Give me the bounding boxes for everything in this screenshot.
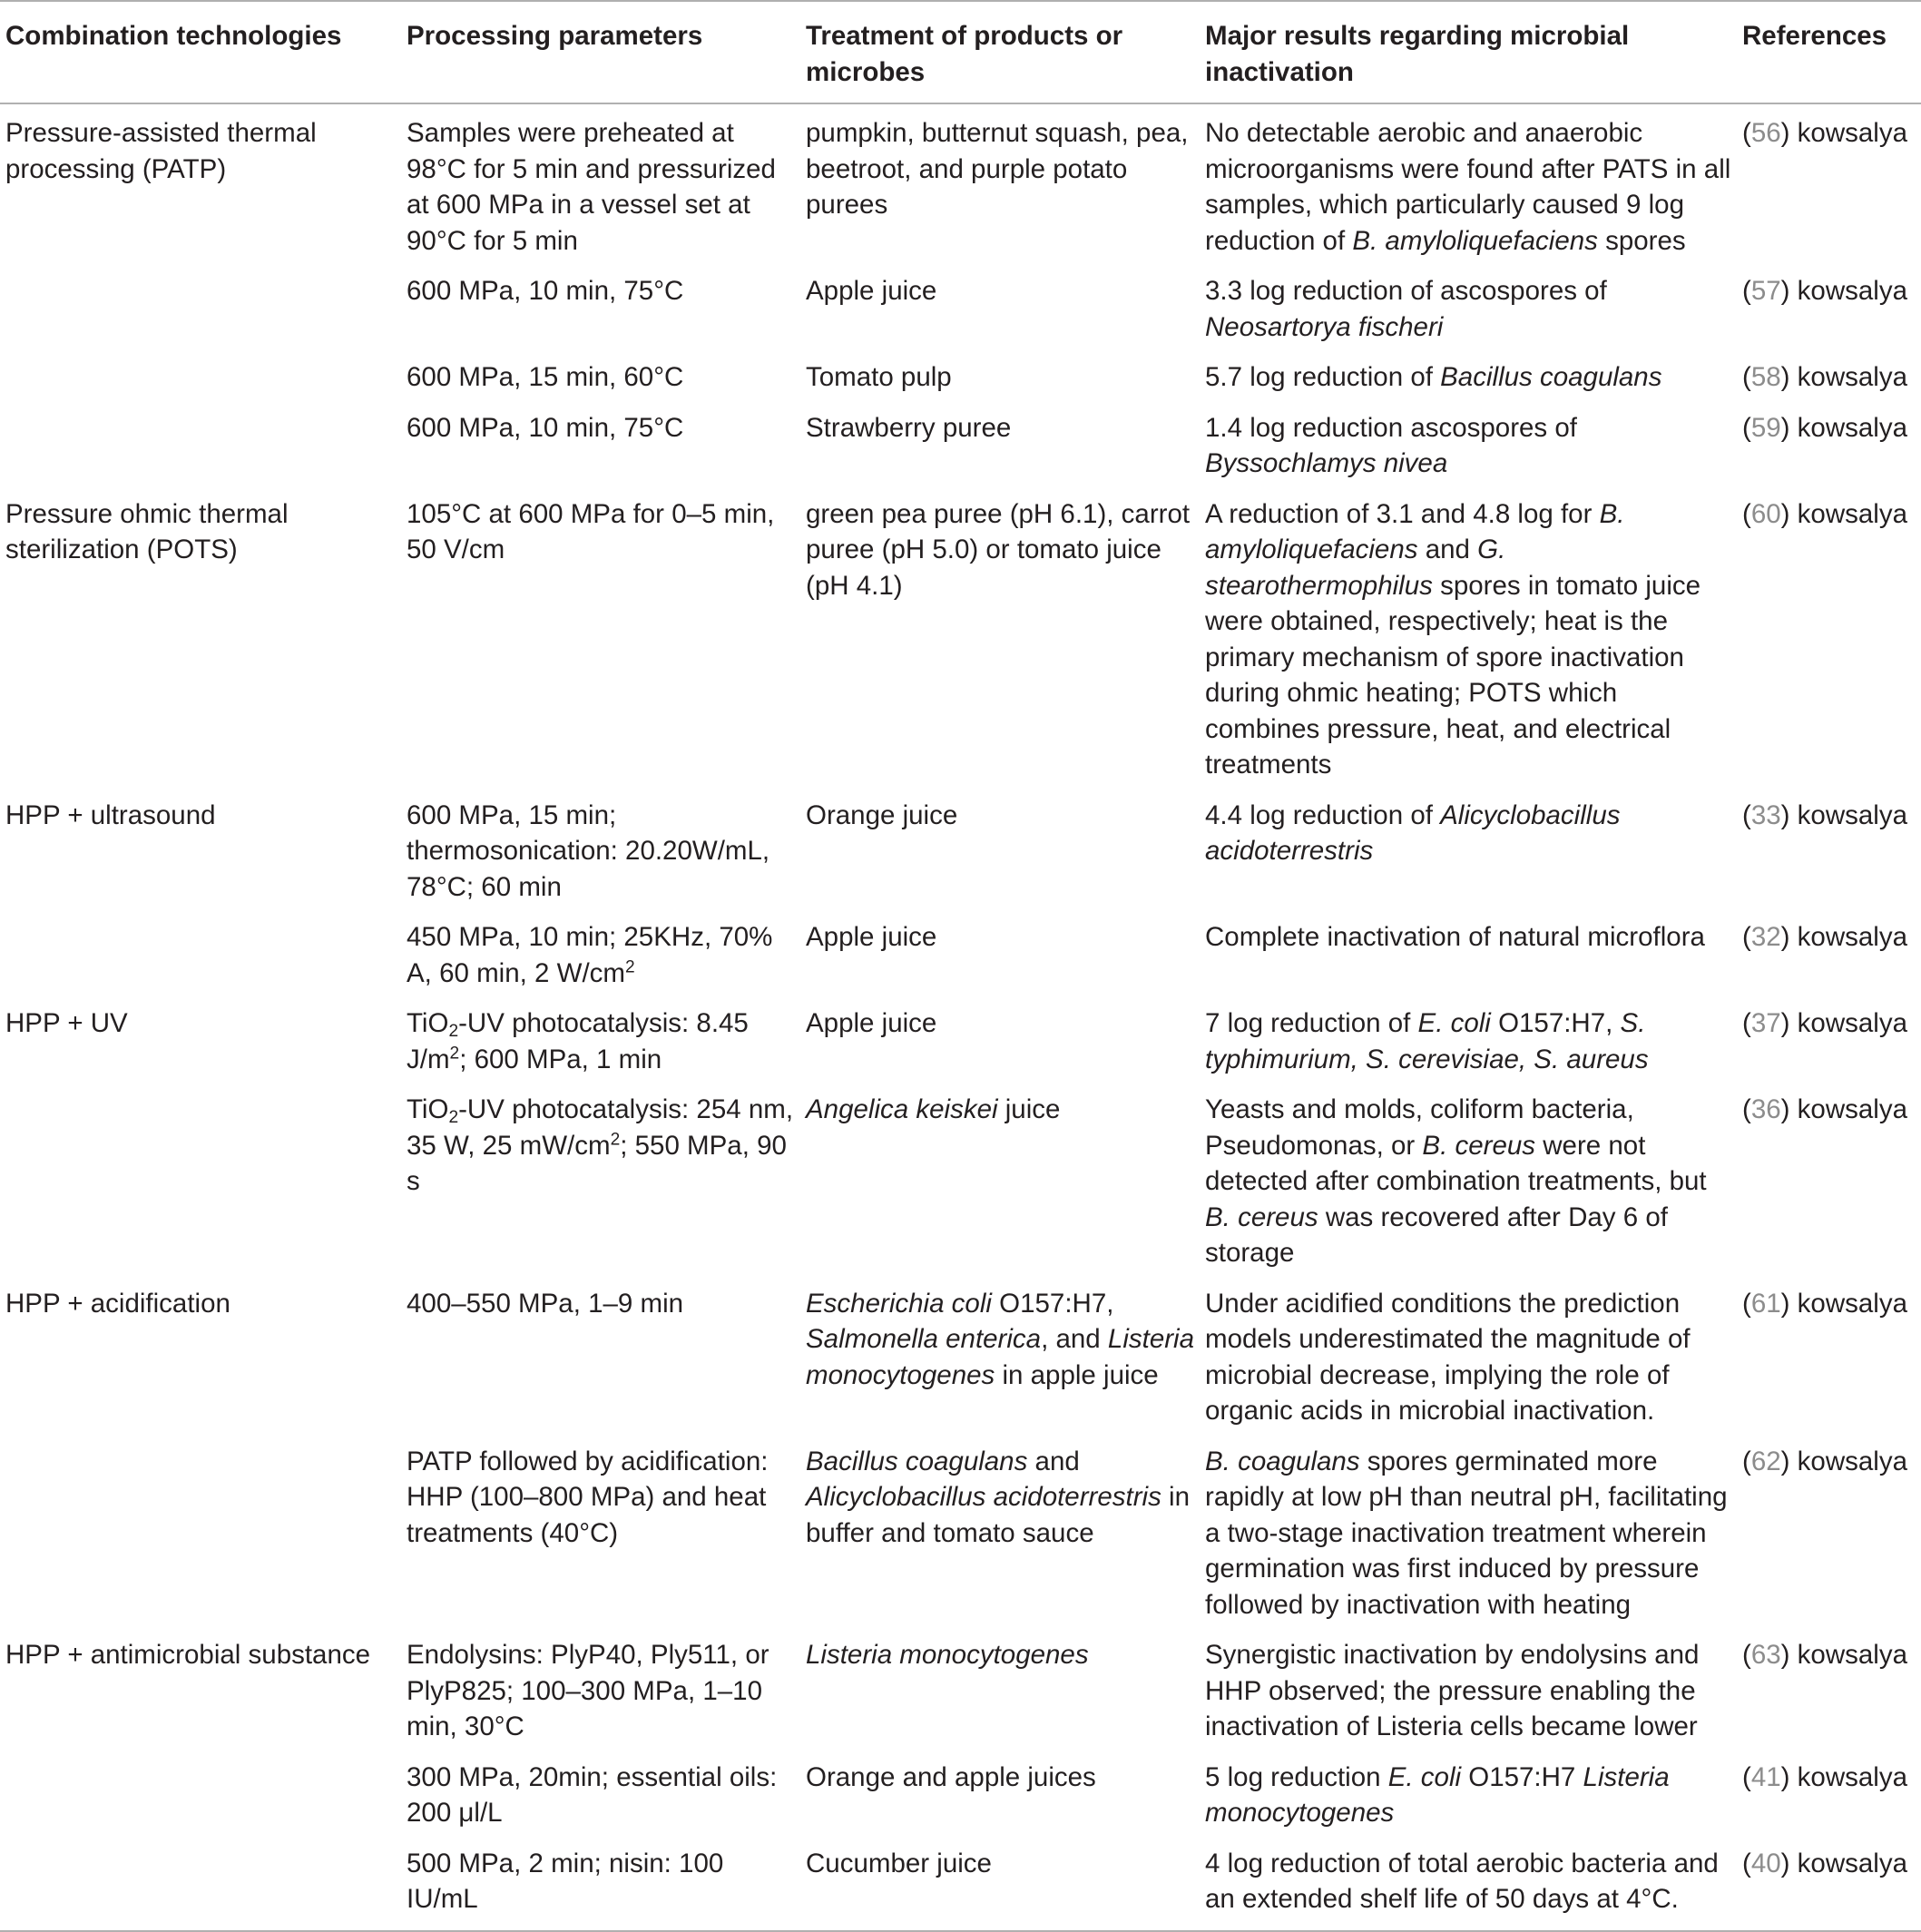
cell-parameters: TiO$_2$-UV photocatalysis: 8.45 $J/m^2$; 600 MPa, 1 min [407,1008,749,1074]
cell-treatment: Tomato pulp [806,362,952,392]
cell-reference: (40) kowsalya [1737,1839,1921,1931]
cell-treatment: Orange and apple juices [806,1761,1096,1792]
cell-reference: (59) kowsalya [1742,412,1908,443]
cell-technology [0,1839,401,1931]
cell-parameters: 105°C at 600 MPa for 0–5 min, 50 V/cm [407,498,775,564]
cell-treatment: Apple juice [806,1008,937,1038]
cell-reference: (57) kowsalya [1742,276,1908,306]
cell-parameters: 450 MPa, 10 min; 25KHz, 70% A, 60 min, 2 $W/cm^2$ [407,922,773,988]
cell-treatment: Orange juice [806,799,958,830]
cell-parameters: Samples were preheated at 98°C for 5 min and pressurized at 600 MPa in a vessel set at 90°C for 5 min [407,118,776,256]
table-row [0,912,1921,998]
table-row [0,1752,1921,1839]
reference-link[interactable]: 37 [1750,1008,1781,1038]
cell-results: Under acidified conditions the prediction models underestimated the magnitude of microbial decrease, implying the role of organic acids in microbial inactivation. [1205,1288,1691,1426]
table-row [0,1839,1921,1931]
reference-link[interactable]: 59 [1750,412,1781,443]
cell-reference: (33) kowsalya [1742,799,1908,830]
reference-link[interactable]: 36 [1750,1094,1781,1124]
cell-technology [0,1084,401,1279]
reference-link[interactable]: 63 [1750,1640,1781,1670]
table-row [0,266,1921,352]
cell-technology: HPP + ultrasound [5,799,216,830]
cell-parameters: 600 MPa, 10 min, 75°C [407,412,684,443]
cell-results: B. coagulans spores germinated more rapidly at low pH than neutral pH, facilitating a two-stage inactivation treatment wherein germination was first induced by pressure followed by inactivation with heating [1205,1446,1728,1620]
cell-results: Synergistic inactivation by endolysins and HHP observed; the pressure enabling the inactivation of Listeria cells became lower [1205,1640,1700,1741]
table-row [0,352,1921,403]
reference-link[interactable]: 41 [1750,1761,1781,1792]
cell-reference: (61) kowsalya [1742,1288,1908,1319]
cell-reference: (62) kowsalya [1742,1446,1908,1476]
table-row [0,1084,1921,1279]
cell-reference: (37) kowsalya [1742,1008,1908,1038]
reference-link[interactable]: 57 [1750,276,1781,306]
cell-technology: HPP + UV [5,1008,128,1038]
table-row [0,1437,1921,1631]
cell-treatment: pumpkin, butternut squash, pea, beetroot, and purple potato purees [806,118,1189,220]
cell-reference: (63) kowsalya [1742,1640,1908,1670]
cell-parameters: PATP followed by acidification: HHP (100–800 MPa) and heat treatments (40°C) [407,1446,769,1548]
table-row [0,103,1921,266]
cell-results: A reduction of 3.1 and 4.8 log for B. amyloliquefaciens and G. stearothermophilus spores in tomato juice were obtained, respectively; heat is the primary mechanism of spore inactivation during ohmic heating; POTS which combines pressure, heat, and electrical treatments [1205,498,1701,780]
cell-reference: (41) kowsalya [1742,1761,1908,1792]
reference-link[interactable]: 58 [1750,362,1781,392]
cell-reference: (60) kowsalya [1742,498,1908,529]
cell-results: Yeasts and molds, coliform bacteria, Pseudomonas, or B. cereus were not detected after combination treatments, but B. cereus was recovered after Day 6 of storage [1205,1094,1707,1268]
cell-treatment: Apple juice [806,276,937,306]
cell-reference: (58) kowsalya [1742,362,1908,392]
cell-results: 5 log reduction E. coli O157:H7 Listeria monocytogenes [1205,1761,1670,1828]
cell-results: 3.3 log reduction of ascospores of Neosartorya fischeri [1205,276,1607,342]
cell-results: 4 log reduction of total aerobic bacteria and an extended shelf life of 50 days at 4°C. [1200,1839,1737,1931]
cell-parameters: Endolysins: PlyP40, Ply511, or PlyP825; 100–300 MPa, 1–10 min, 30°C [407,1640,769,1741]
cell-technology: Pressure ohmic thermal sterilization (POTS) [5,498,289,564]
reference-link[interactable]: 33 [1750,799,1781,830]
cell-treatment: green pea puree (pH 6.1), carrot puree (pH 5.0) or tomato juice (pH 4.1) [806,498,1191,601]
cell-technology [0,912,401,998]
cell-parameters: 600 MPa, 10 min, 75°C [407,276,684,306]
cell-parameters: 600 MPa, 15 min; thermosonication: 20.20W/mL, 78°C; 60 min [407,799,770,902]
table-row [0,1630,1921,1752]
reference-link[interactable]: 32 [1750,922,1781,952]
table-header-row [0,1,1921,103]
cell-technology: HPP + acidification [5,1288,230,1319]
cell-technology [0,1437,401,1631]
cell-treatment: Angelica keiskei juice [806,1094,1061,1124]
reference-link[interactable]: 40 [1750,1848,1781,1878]
cell-technology [0,266,401,352]
cell-parameters: 600 MPa, 15 min, 60°C [407,362,684,392]
cell-parameters: 300 MPa, 20min; essential oils: 200 μl/L [407,1761,778,1828]
cell-results: 4.4 log reduction of Alicyclobacillus acidoterrestris [1205,799,1621,866]
cell-results: Complete inactivation of natural microflora [1205,922,1705,952]
cell-technology [0,352,401,403]
header-parameters: Processing parameters [401,1,800,103]
table-row [0,489,1921,790]
cell-treatment: Escherichia coli O157:H7, Salmonella enterica, and Listeria monocytogenes in apple juice [806,1288,1195,1390]
table-row [0,998,1921,1084]
table-row [0,403,1921,489]
reference-link[interactable]: 60 [1750,498,1781,529]
header-references: References [1737,1,1921,103]
cell-parameters: 500 MPa, 2 min; nisin: 100 IU/mL [401,1839,800,1931]
cell-reference: (56) kowsalya [1742,118,1908,148]
reference-link[interactable]: 56 [1750,118,1781,148]
cell-results: 1.4 log reduction ascospores of Byssochlamys nivea [1205,412,1577,478]
reference-link[interactable]: 62 [1750,1446,1781,1476]
reference-link[interactable]: 61 [1750,1288,1781,1319]
cell-technology: HPP + antimicrobial substance [5,1640,371,1670]
cell-technology [0,1752,401,1839]
table-row [0,790,1921,913]
cell-technology: Pressure-assisted thermal processing (PATP) [5,118,317,184]
cell-treatment: Bacillus coagulans and Alicyclobacillus acidoterrestris in buffer and tomato sauce [806,1446,1190,1548]
cell-results: 5.7 log reduction of Bacillus coagulans [1205,362,1662,392]
cell-treatment: Apple juice [806,922,937,952]
cell-results: 7 log reduction of E. coli O157:H7, S. typhimurium, S. cerevisiae, S. aureus [1205,1008,1649,1074]
cell-reference: (32) kowsalya [1742,922,1908,952]
cell-treatment: Cucumber juice [800,1839,1200,1931]
cell-parameters: 400–550 MPa, 1–9 min [407,1288,684,1319]
header-combination: Combination technologies [0,1,401,103]
table-row [0,1279,1921,1437]
cell-reference: (36) kowsalya [1742,1094,1908,1124]
cell-treatment: Listeria monocytogenes [806,1640,1089,1670]
header-treatment: Treatment of products or microbes [800,1,1200,103]
cell-technology [0,403,401,489]
cell-treatment: Strawberry puree [806,412,1012,443]
cell-parameters: TiO$_2$-UV photocatalysis: 254 nm, 35 W, 25 $mW/cm^2$; 550 MPa, 90 s [407,1094,794,1196]
header-results: Major results regarding microbial inactivation [1200,1,1737,103]
cell-results: No detectable aerobic and anaerobic microorganisms were found after PATS in all samples, which particularly caused 9 log reduction of B. amyloliquefaciens spores [1205,118,1731,256]
